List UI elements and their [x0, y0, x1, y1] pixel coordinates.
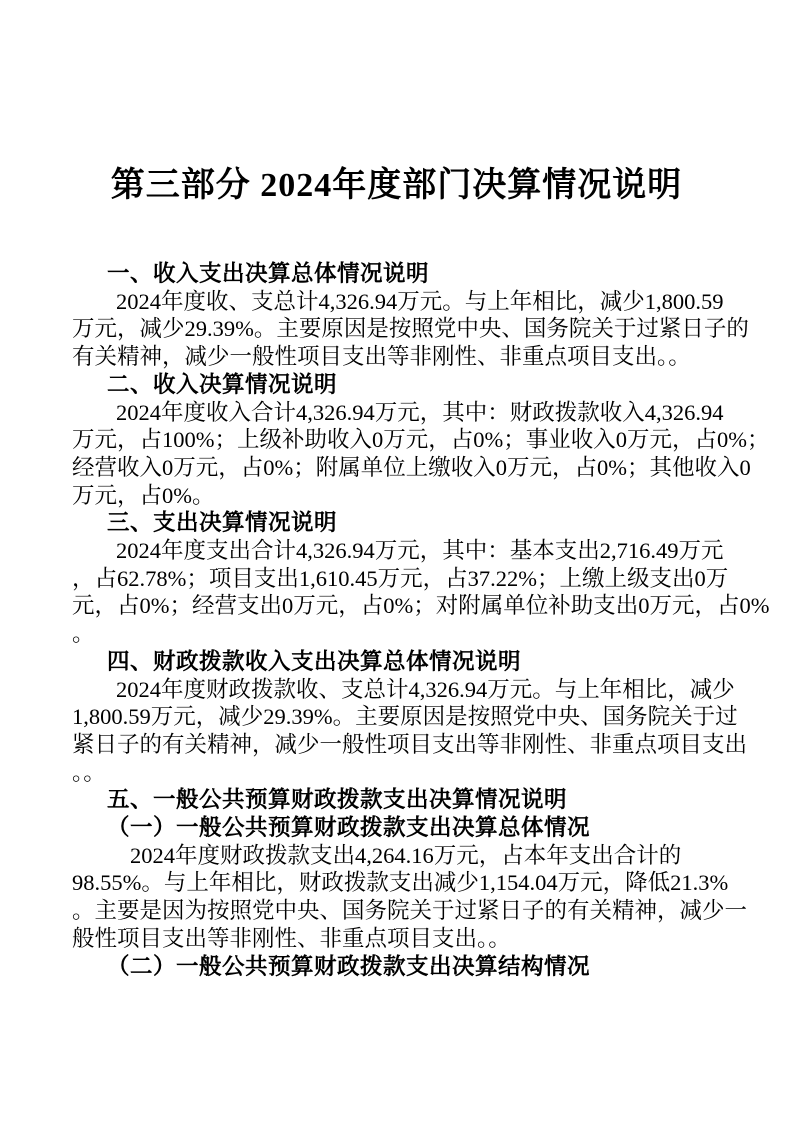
section-expenditure-statement: [72, 509, 770, 648]
paragraph-line: 2024年度财政拨款收、支总计4,326.94万元。与上年相比，减少: [116, 676, 735, 702]
section-income-statement: [72, 371, 770, 510]
paragraph-line: 万元，占100%；上级补助收入0万元，占0%；事业收入0万元，占0%；: [72, 427, 770, 453]
paragraph-line: 般性项目支出等非刚性、非重点项目支出。。: [72, 925, 511, 951]
paragraph-line: 元，占0%；经营支出0万元，占0%；对附属单位补助支出0万元，占0%: [72, 593, 770, 619]
section-heading: 五、一般公共预算财政拨款支出决算情况说明: [107, 787, 568, 813]
section-income-expenditure-overview: [72, 260, 756, 371]
paragraph-line: ，占62.78%；项目支出1,610.45万元，占37.22%；上缴上级支出0万: [72, 565, 729, 591]
paragraph-line: 万元，占0%。: [72, 482, 215, 508]
section-heading: 四、财政拨款收入支出决算总体情况说明: [107, 648, 522, 674]
paragraph-line: 2024年度财政拨款支出4,264.16万元，占本年支出合计的: [130, 842, 682, 868]
paragraph-line: 。: [72, 621, 95, 647]
document-body: [72, 260, 770, 980]
section-fiscal-appropriation-overview: [72, 648, 756, 787]
paragraph-line: 紧日子的有关精神，减少一般性项目支出等非刚性、非重点项目支出: [72, 731, 748, 757]
paragraph-line: 经营收入0万元，占0%；附属单位上缴收入0万元，占0%；其他收入0: [72, 454, 751, 480]
section-heading: 一、收入支出决算总体情况说明: [107, 261, 430, 286]
paragraph-line: 98.55%。与上年相比，财政拨款支出减少1,154.04万元，降低21.3%: [72, 870, 729, 896]
section-heading: 二、收入决算情况说明: [107, 371, 338, 397]
subsection-heading: （二）一般公共预算财政拨款支出决算结构情况: [107, 953, 591, 979]
section-general-public-budget-expenditure: [72, 786, 756, 980]
paragraph-line: 1,800.59万元，减少29.39%。主要原因是按照党中央、国务院关于过: [72, 704, 738, 730]
document-title: 第三部分 2024年度部门决算情况说明: [110, 167, 683, 204]
paragraph-line: 2024年度收、支总计4,326.94万元。与上年相比，减少1,800.59: [116, 288, 724, 314]
paragraph-line: 。。: [72, 759, 106, 785]
section-heading: 三、支出决算情况说明: [107, 510, 338, 536]
paragraph-line: 有关精神，减少一般性项目支出等非刚性、非重点项目支出。。: [72, 344, 691, 370]
paragraph-line: 2024年度收入合计4,326.94万元，其中：财政拨款收入4,326.94: [116, 399, 724, 425]
paragraph-line: 2024年度支出合计4,326.94万元，其中：基本支出2,716.49万元: [116, 538, 724, 564]
subsection-heading: （一）一般公共预算财政拨款支出决算总体情况: [107, 815, 591, 841]
paragraph-line: 万元，减少29.39%。主要原因是按照党中央、国务院关于过紧日子的: [72, 316, 749, 342]
paragraph-line: 。主要是因为按照党中央、国务院关于过紧日子的有关精神，减少一: [72, 898, 748, 924]
